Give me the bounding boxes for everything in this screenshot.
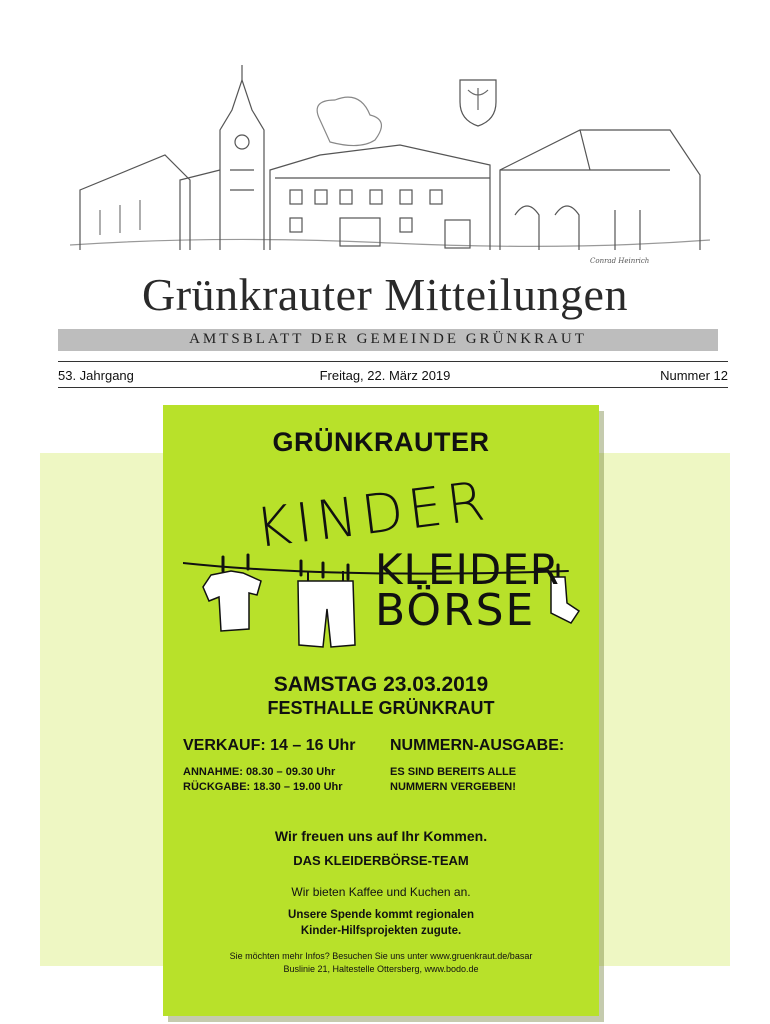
info-footer <box>163 950 599 976</box>
event-date: SAMSTAG 23.03.2019 <box>273 673 489 696</box>
t-shirt-icon <box>203 571 261 631</box>
drop-off-time: ANNAHME: 08.30 – 09.30 Uhr <box>183 766 336 778</box>
header-rule-top <box>58 361 728 362</box>
newspaper-subtitle: AMTSBLATT DER GEMEINDE GRÜNKRAUT <box>189 331 587 347</box>
numbers-heading: NUMMERN-AUSGABE: <box>390 737 565 754</box>
event-poster <box>163 405 599 1016</box>
welcome-text: Wir freuen uns auf Ihr Kommen. <box>274 828 488 844</box>
return-time: RÜCKGABE: 18.30 – 19.00 Uhr <box>183 781 343 793</box>
number-issue-column <box>390 737 564 795</box>
poster-title-boerse: BÖRSE <box>375 585 536 636</box>
header-rule-bottom <box>58 387 728 388</box>
donation-line-1: Unsere Spende kommt regionalen <box>288 909 474 921</box>
info-line-2: Buslinie 21, Haltestelle Ottersberg, www.bodo.de <box>283 964 479 974</box>
masthead-village-sketch <box>70 60 710 280</box>
sale-details <box>183 765 356 795</box>
issue-year: 53. Jahrgang <box>58 368 134 383</box>
team-signature: DAS KLEIDERBÖRSE-TEAM <box>293 853 469 868</box>
event-venue: FESTHALLE GRÜNKRAUT <box>267 698 495 718</box>
sale-times-column <box>183 737 356 795</box>
issue-date: Freitag, 22. März 2019 <box>319 368 451 383</box>
poster-title-kinder: KINDER <box>252 468 493 561</box>
numbers-line-2: NUMMERN VERGEBEN! <box>390 781 516 793</box>
poster-title-kleider: KLEIDER <box>375 545 560 594</box>
coffee-note: Wir bieten Kaffee und Kuchen an. <box>291 885 471 899</box>
newspaper-title: Grünkrauter Mitteilungen <box>142 269 628 320</box>
artist-signature: Conrad Heinrich <box>590 257 650 265</box>
donation-line-2: Kinder-Hilfsprojekten zugute. <box>300 925 462 937</box>
info-line-1: Sie möchten mehr Infos? Besuchen Sie uns unter www.gruenkraut.de/basar <box>229 951 533 961</box>
donation-note <box>163 907 599 939</box>
trousers-icon <box>298 571 355 647</box>
poster-heading: GRÜNKRAUTER <box>272 427 490 457</box>
sale-heading: VERKAUF: 14 – 16 Uhr <box>183 737 356 754</box>
issue-number: Nummer 12 <box>660 368 728 383</box>
numbers-details <box>390 765 564 795</box>
numbers-line-1: ES SIND BEREITS ALLE <box>390 766 517 778</box>
